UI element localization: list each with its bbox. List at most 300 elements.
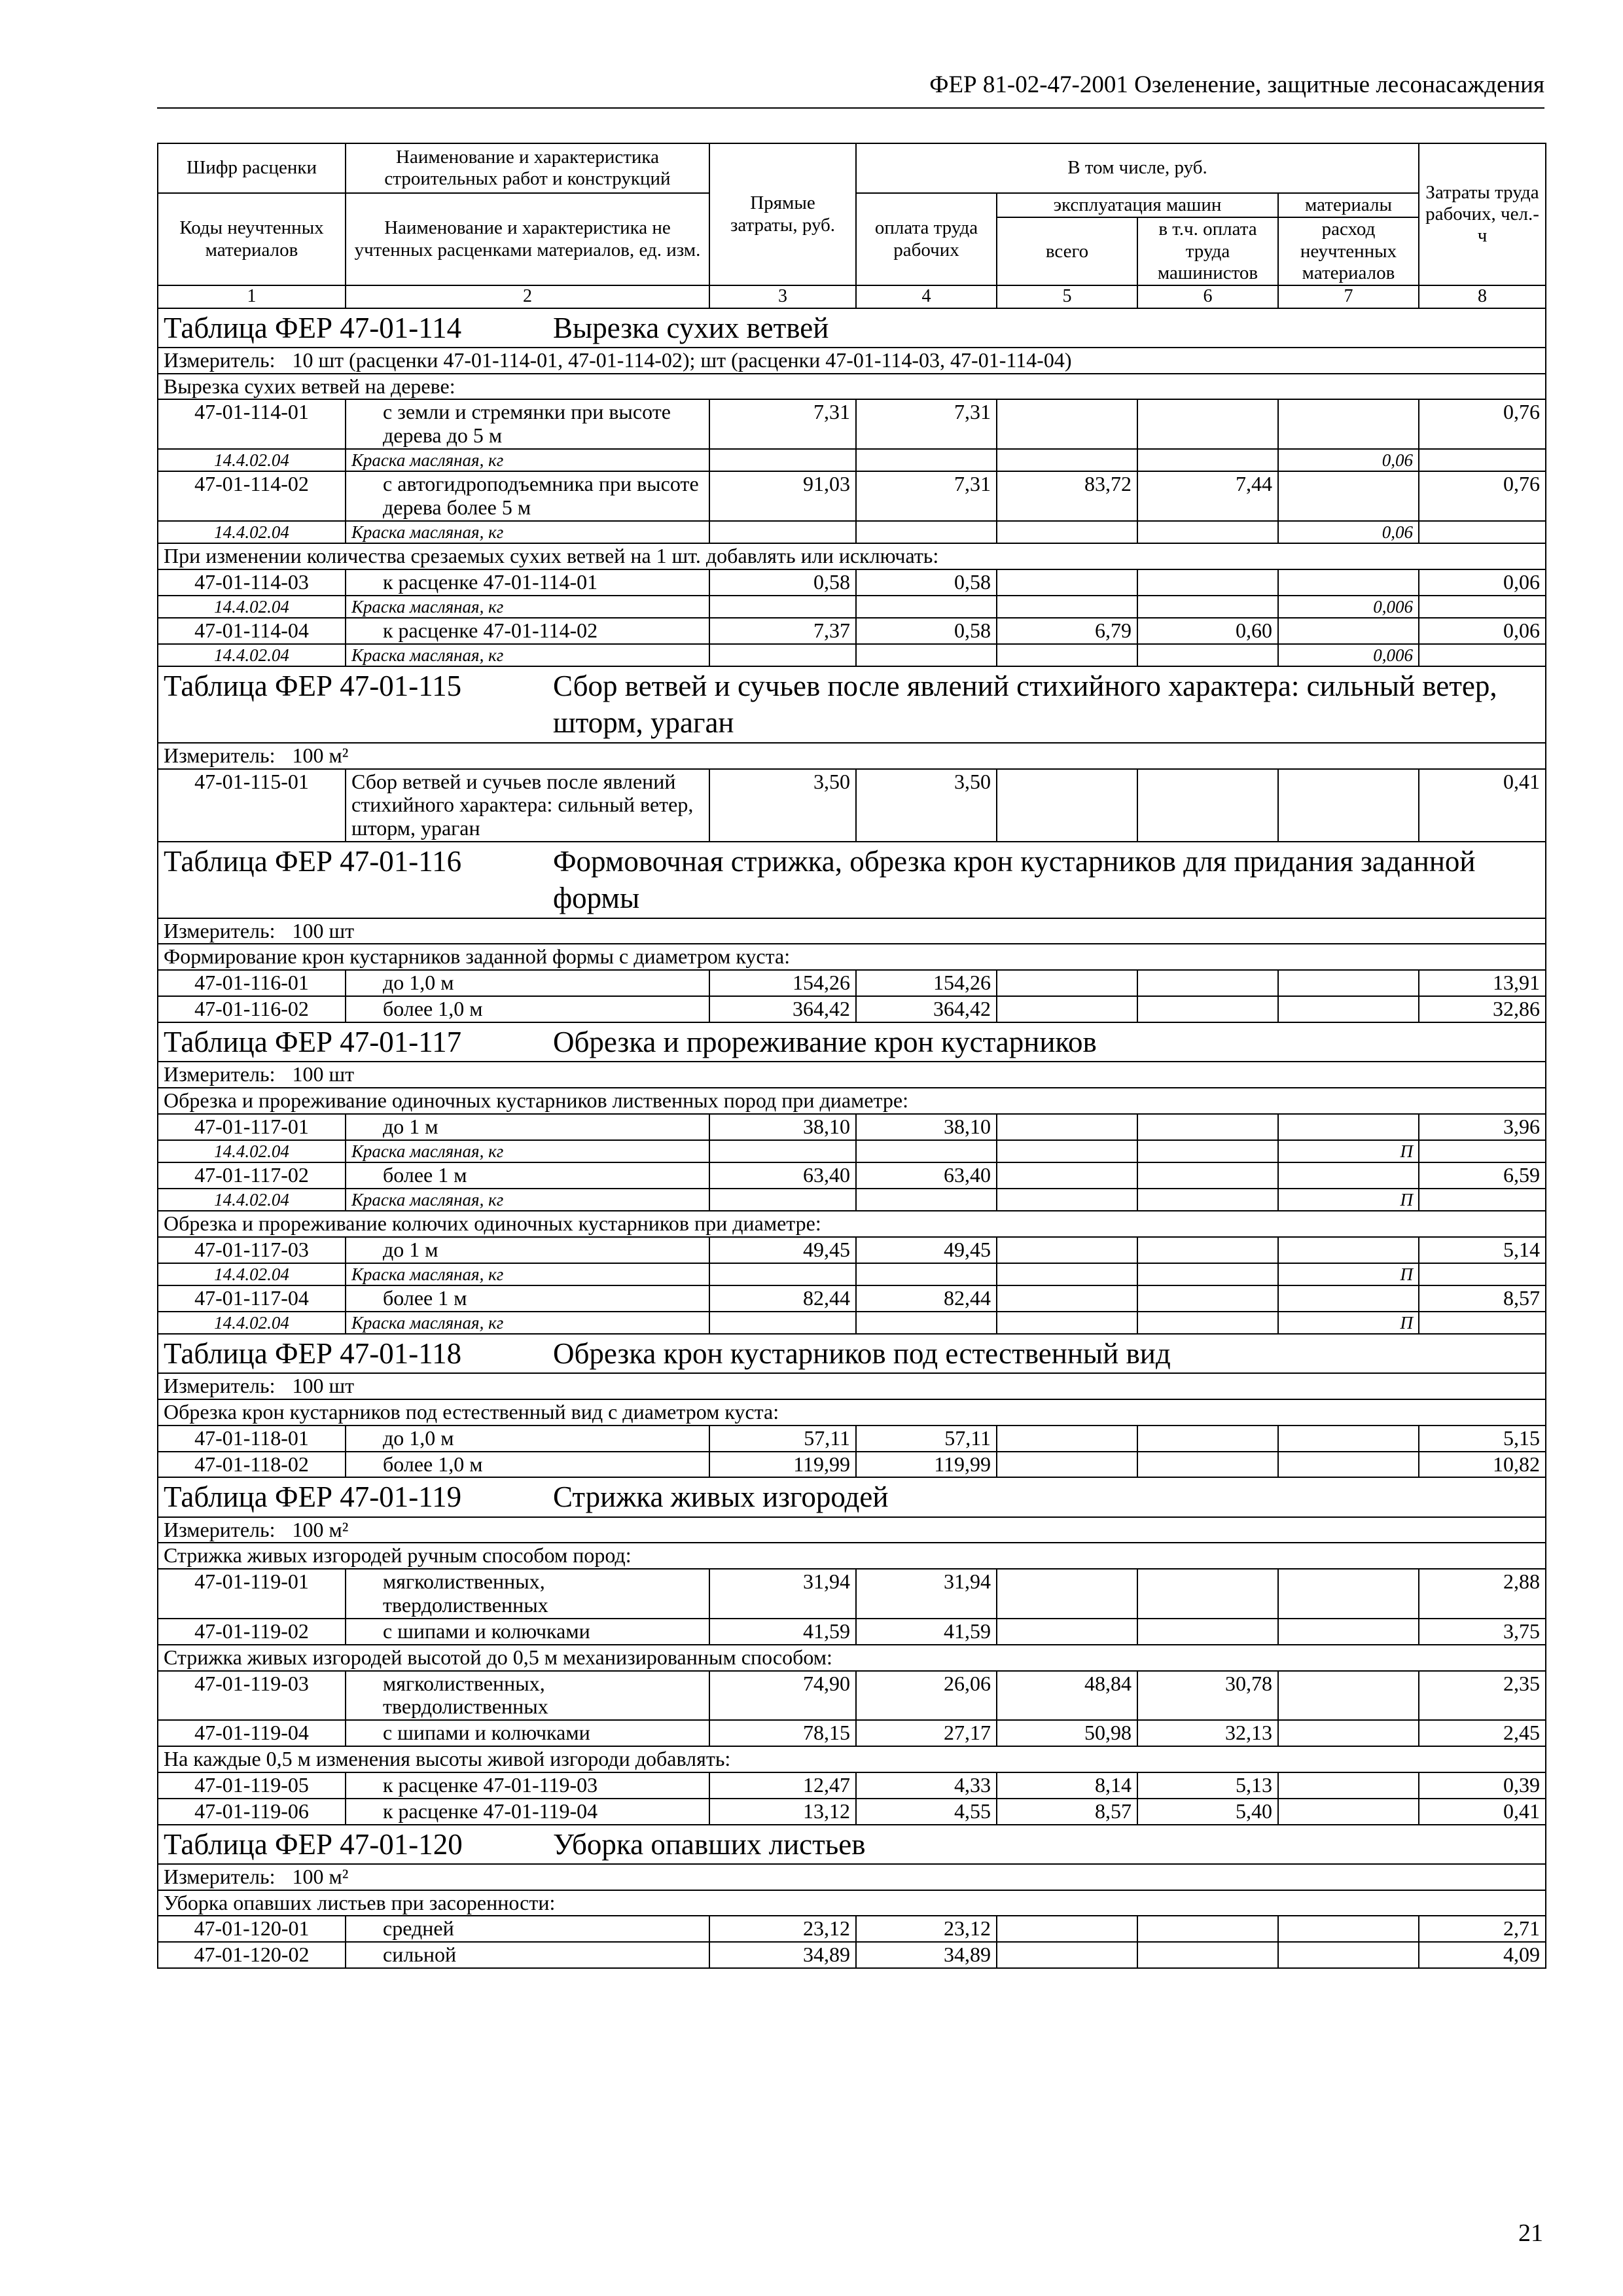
direct-costs: 154,26 — [709, 970, 856, 996]
measure-row — [158, 1373, 1546, 1399]
material-row — [158, 596, 1546, 618]
table-row — [158, 1285, 1546, 1312]
materials-cost — [1278, 996, 1419, 1022]
empty-cell — [997, 596, 1137, 618]
labor-hours: 13,91 — [1419, 970, 1546, 996]
materials-cost — [1278, 1285, 1419, 1312]
material-name: Краска масляная, кг — [346, 596, 709, 618]
group-title-row — [158, 1645, 1546, 1671]
rate-name: мягколиственных, твердолиственных — [346, 1569, 709, 1619]
labor-hours: 5,15 — [1419, 1426, 1546, 1452]
measure-value: 100 шт — [292, 1062, 355, 1086]
direct-costs: 34,89 — [709, 1942, 856, 1968]
empty-cell — [997, 1189, 1137, 1211]
machinists-pay — [1137, 1619, 1278, 1645]
empty-cell — [856, 1140, 997, 1162]
material-row — [158, 1140, 1546, 1162]
material-quantity: 0,006 — [1278, 644, 1419, 666]
table-row — [158, 769, 1546, 842]
labor-hours: 10,82 — [1419, 1452, 1546, 1478]
material-quantity: П — [1278, 1312, 1419, 1334]
empty-cell — [709, 449, 856, 471]
labor-hours: 0,41 — [1419, 769, 1546, 842]
measure-row — [158, 918, 1546, 944]
rate-name: с шипами и колючками — [346, 1619, 709, 1645]
labor-pay: 364,42 — [856, 996, 997, 1022]
measure-cell — [158, 1062, 1546, 1088]
material-code: 14.4.02.04 — [158, 521, 346, 543]
materials-cost — [1278, 1772, 1419, 1799]
direct-costs: 13,12 — [709, 1799, 856, 1825]
machinists-pay — [1137, 1285, 1278, 1312]
empty-cell — [856, 1312, 997, 1334]
rate-code: 47-01-118-02 — [158, 1452, 346, 1478]
group-title: Стрижка живых изгородей ручным способом пород: — [158, 1543, 1546, 1569]
machines-total — [997, 1237, 1137, 1263]
machinists-pay: 0,60 — [1137, 618, 1278, 644]
direct-costs: 49,45 — [709, 1237, 856, 1263]
machinists-pay — [1137, 1426, 1278, 1452]
measure-row — [158, 1062, 1546, 1088]
machines-total — [997, 1426, 1137, 1452]
labor-hours: 2,88 — [1419, 1569, 1546, 1619]
table-number: Таблица ФЕР 47-01-120 — [164, 1827, 463, 1861]
table-title — [158, 1334, 1546, 1373]
table-header — [158, 143, 1546, 308]
table-row — [158, 618, 1546, 644]
machinists-pay: 7,44 — [1137, 471, 1278, 521]
measure-label: Измеритель: — [164, 348, 276, 372]
labor-hours: 2,35 — [1419, 1671, 1546, 1721]
rate-code: 47-01-117-04 — [158, 1285, 346, 1312]
materials-cost — [1278, 569, 1419, 596]
machinists-pay: 5,40 — [1137, 1799, 1278, 1825]
table-number: Таблица ФЕР 47-01-116 — [164, 845, 462, 878]
empty-cell — [997, 1312, 1137, 1334]
direct-costs: 74,90 — [709, 1671, 856, 1721]
machinists-pay — [1137, 1569, 1278, 1619]
page-number: 21 — [1518, 2219, 1543, 2247]
table-name: Уборка опавших листьев — [553, 1827, 866, 1861]
empty-cell — [709, 1189, 856, 1211]
rate-code: 47-01-119-06 — [158, 1799, 346, 1825]
direct-costs: 31,94 — [709, 1569, 856, 1619]
column-number: 8 — [1419, 285, 1546, 308]
machinists-pay: 5,13 — [1137, 1772, 1278, 1799]
header-material-codes: Коды неучтенных материалов — [158, 193, 346, 285]
machinists-pay — [1137, 996, 1278, 1022]
measure-row — [158, 743, 1546, 769]
labor-hours: 0,39 — [1419, 1772, 1546, 1799]
table-title — [158, 666, 1546, 743]
group-title: На каждые 0,5 м изменения высоты живой изгороди добавлять: — [158, 1746, 1546, 1772]
table-name: Формовочная стрижка, обрезка крон кустарников для придания заданной формы — [553, 845, 1476, 915]
empty-cell — [856, 596, 997, 618]
labor-pay: 4,33 — [856, 1772, 997, 1799]
table-row — [158, 399, 1546, 449]
table-row — [158, 996, 1546, 1022]
machines-total — [997, 1619, 1137, 1645]
table-number: Таблица ФЕР 47-01-119 — [164, 1480, 462, 1514]
materials-cost — [1278, 399, 1419, 449]
material-quantity: П — [1278, 1140, 1419, 1162]
machinists-pay: 32,13 — [1137, 1720, 1278, 1746]
column-numbers-row — [158, 285, 1546, 308]
direct-costs: 78,15 — [709, 1720, 856, 1746]
empty-cell — [997, 1140, 1137, 1162]
group-title-row — [158, 1890, 1546, 1916]
group-title-row — [158, 1543, 1546, 1569]
labor-hours: 2,71 — [1419, 1916, 1546, 1942]
empty-cell — [1137, 449, 1278, 471]
machinists-pay — [1137, 769, 1278, 842]
rate-name: до 1 м — [346, 1237, 709, 1263]
rate-code: 47-01-115-01 — [158, 769, 346, 842]
direct-costs: 364,42 — [709, 996, 856, 1022]
table-title — [158, 308, 1546, 348]
group-title: При изменении количества срезаемых сухих ветвей на 1 шт. добавлять или исключать: — [158, 543, 1546, 569]
empty-cell — [709, 644, 856, 666]
machines-total — [997, 769, 1137, 842]
material-name: Краска масляная, кг — [346, 1263, 709, 1285]
empty-cell — [709, 596, 856, 618]
direct-costs: 12,47 — [709, 1772, 856, 1799]
rate-code: 47-01-120-01 — [158, 1916, 346, 1942]
rate-name: до 1,0 м — [346, 970, 709, 996]
table-row — [158, 1619, 1546, 1645]
rate-code: 47-01-119-02 — [158, 1619, 346, 1645]
rate-name: Сбор ветвей и сучьев после явлений стихийного характера: сильный ветер, шторм, ураган — [346, 769, 709, 842]
machines-total — [997, 1162, 1137, 1189]
materials-cost — [1278, 1569, 1419, 1619]
materials-cost — [1278, 1114, 1419, 1140]
empty-cell — [856, 644, 997, 666]
table-title — [158, 842, 1546, 918]
labor-hours: 2,45 — [1419, 1720, 1546, 1746]
table-row — [158, 1237, 1546, 1263]
materials-cost — [1278, 618, 1419, 644]
labor-pay: 119,99 — [856, 1452, 997, 1478]
materials-cost — [1278, 1426, 1419, 1452]
rate-name: до 1,0 м — [346, 1426, 709, 1452]
direct-costs: 82,44 — [709, 1285, 856, 1312]
table-number: Таблица ФЕР 47-01-117 — [164, 1025, 462, 1058]
machines-total: 83,72 — [997, 471, 1137, 521]
measure-label: Измеритель: — [164, 1517, 276, 1541]
material-row — [158, 521, 1546, 543]
direct-costs: 3,50 — [709, 769, 856, 842]
machinists-pay — [1137, 1942, 1278, 1968]
header-materials-usage: расход неучтенных материалов — [1278, 217, 1419, 285]
material-name: Краска масляная, кг — [346, 1189, 709, 1211]
labor-hours: 0,76 — [1419, 471, 1546, 521]
table-name: Обрезка и прореживание крон кустарников — [553, 1025, 1097, 1058]
header-labor-pay: оплата труда рабочих — [856, 193, 997, 285]
labor-pay: 0,58 — [856, 569, 997, 596]
table-row — [158, 970, 1546, 996]
materials-cost — [1278, 769, 1419, 842]
labor-hours: 4,09 — [1419, 1942, 1546, 1968]
materials-cost — [1278, 471, 1419, 521]
rate-code: 47-01-117-01 — [158, 1114, 346, 1140]
machines-total: 8,14 — [997, 1772, 1137, 1799]
rate-name: более 1 м — [346, 1285, 709, 1312]
measure-cell — [158, 1864, 1546, 1890]
machines-total — [997, 569, 1137, 596]
rate-code: 47-01-116-02 — [158, 996, 346, 1022]
material-code: 14.4.02.04 — [158, 596, 346, 618]
empty-cell — [1419, 596, 1546, 618]
rate-name: мягколиственных, твердолиственных — [346, 1671, 709, 1721]
table-name: Вырезка сухих ветвей — [553, 311, 829, 344]
material-row — [158, 644, 1546, 666]
labor-pay: 31,94 — [856, 1569, 997, 1619]
rate-code: 47-01-120-02 — [158, 1942, 346, 1968]
labor-pay: 0,58 — [856, 618, 997, 644]
rate-name: сильной — [346, 1942, 709, 1968]
rate-code: 47-01-119-04 — [158, 1720, 346, 1746]
table-title-row — [158, 666, 1546, 743]
materials-cost — [1278, 1619, 1419, 1645]
rate-code: 47-01-119-01 — [158, 1569, 346, 1619]
group-title: Стрижка живых изгородей высотой до 0,5 м механизированным способом: — [158, 1645, 1546, 1671]
table-name: Сбор ветвей и сучьев после явлений стихийного характера: сильный ветер, шторм, ураган — [553, 670, 1497, 740]
material-code: 14.4.02.04 — [158, 644, 346, 666]
group-title-row — [158, 944, 1546, 970]
column-number: 6 — [1137, 285, 1278, 308]
machines-total — [997, 1942, 1137, 1968]
machinists-pay — [1137, 1237, 1278, 1263]
material-code: 14.4.02.04 — [158, 449, 346, 471]
materials-cost — [1278, 1720, 1419, 1746]
material-quantity: П — [1278, 1189, 1419, 1211]
empty-cell — [1137, 1140, 1278, 1162]
header-rule — [157, 107, 1544, 109]
materials-cost — [1278, 1237, 1419, 1263]
empty-cell — [856, 1189, 997, 1211]
table-number: Таблица ФЕР 47-01-118 — [164, 1336, 462, 1370]
labor-hours: 0,76 — [1419, 399, 1546, 449]
group-title-row — [158, 543, 1546, 569]
table-row — [158, 1942, 1546, 1968]
measure-row — [158, 1517, 1546, 1543]
column-number: 4 — [856, 285, 997, 308]
rate-code: 47-01-114-02 — [158, 471, 346, 521]
machines-total: 48,84 — [997, 1671, 1137, 1721]
labor-hours: 5,14 — [1419, 1237, 1546, 1263]
materials-cost — [1278, 970, 1419, 996]
material-name: Краска масляная, кг — [346, 449, 709, 471]
empty-cell — [856, 449, 997, 471]
table-title-row — [158, 1477, 1546, 1516]
group-title: Формирование крон кустарников заданной формы с диаметром куста: — [158, 944, 1546, 970]
machines-total — [997, 1114, 1137, 1140]
material-row — [158, 449, 1546, 471]
header-code: Шифр расценки — [158, 143, 346, 193]
group-title-row — [158, 1746, 1546, 1772]
header-materials: материалы — [1278, 193, 1419, 217]
table-row — [158, 1114, 1546, 1140]
labor-pay: 82,44 — [856, 1285, 997, 1312]
rate-name: с автогидроподъемника при высоте дерева более 5 м — [346, 471, 709, 521]
materials-cost — [1278, 1916, 1419, 1942]
material-name: Краска масляная, кг — [346, 521, 709, 543]
direct-costs: 38,10 — [709, 1114, 856, 1140]
group-title-row — [158, 1399, 1546, 1426]
labor-pay: 3,50 — [856, 769, 997, 842]
labor-pay: 7,31 — [856, 471, 997, 521]
machinists-pay — [1137, 1114, 1278, 1140]
measure-cell — [158, 1373, 1546, 1399]
rate-code: 47-01-119-03 — [158, 1671, 346, 1721]
empty-cell — [1137, 644, 1278, 666]
rate-name: более 1,0 м — [346, 1452, 709, 1478]
group-title: Обрезка крон кустарников под естественный вид с диаметром куста: — [158, 1399, 1546, 1426]
labor-hours: 6,59 — [1419, 1162, 1546, 1189]
column-number: 2 — [346, 285, 709, 308]
table-name: Стрижка живых изгородей — [553, 1480, 889, 1514]
material-quantity: П — [1278, 1263, 1419, 1285]
machinists-pay: 30,78 — [1137, 1671, 1278, 1721]
labor-pay: 57,11 — [856, 1426, 997, 1452]
group-title: Вырезка сухих ветвей на дереве: — [158, 374, 1546, 400]
table-number: Таблица ФЕР 47-01-114 — [164, 311, 462, 344]
table-body — [158, 308, 1546, 1969]
rate-name: с шипами и колючками — [346, 1720, 709, 1746]
table-row — [158, 1799, 1546, 1825]
measure-value: 100 м² — [292, 1517, 349, 1541]
measure-value: 100 м² — [292, 743, 349, 767]
measure-label: Измеритель: — [164, 743, 276, 767]
rate-code: 47-01-118-01 — [158, 1426, 346, 1452]
labor-pay: 26,06 — [856, 1671, 997, 1721]
measure-row — [158, 1864, 1546, 1890]
rate-name: к расценке 47-01-114-01 — [346, 569, 709, 596]
table-row — [158, 1569, 1546, 1619]
table-title — [158, 1825, 1546, 1864]
rates-table — [157, 143, 1546, 1969]
machinists-pay — [1137, 1162, 1278, 1189]
labor-hours: 0,06 — [1419, 618, 1546, 644]
header-material-names: Наименование и характеристика не учтенных расценками материалов, ед. изм. — [346, 193, 709, 285]
table-title-row — [158, 308, 1546, 348]
rate-name: до 1 м — [346, 1114, 709, 1140]
empty-cell — [1419, 1312, 1546, 1334]
empty-cell — [709, 521, 856, 543]
machines-total: 8,57 — [997, 1799, 1137, 1825]
machines-total — [997, 996, 1137, 1022]
empty-cell — [1419, 1263, 1546, 1285]
header-direct-costs: Прямые затраты, руб. — [709, 143, 856, 285]
header-including: В том числе, руб. — [856, 143, 1419, 193]
machines-total — [997, 1569, 1137, 1619]
labor-pay: 38,10 — [856, 1114, 997, 1140]
table-row — [158, 1772, 1546, 1799]
empty-cell — [856, 521, 997, 543]
table-row — [158, 1720, 1546, 1746]
labor-hours: 0,41 — [1419, 1799, 1546, 1825]
empty-cell — [1419, 644, 1546, 666]
labor-pay: 23,12 — [856, 1916, 997, 1942]
material-quantity: 0,06 — [1278, 449, 1419, 471]
empty-cell — [1137, 1312, 1278, 1334]
machinists-pay — [1137, 569, 1278, 596]
direct-costs: 23,12 — [709, 1916, 856, 1942]
table-row — [158, 1162, 1546, 1189]
measure-label: Измеритель: — [164, 1864, 276, 1888]
material-quantity: 0,006 — [1278, 596, 1419, 618]
measure-cell — [158, 1517, 1546, 1543]
empty-cell — [1137, 521, 1278, 543]
header-name: Наименование и характеристика строительных работ и конструкций — [346, 143, 709, 193]
table-title-row — [158, 1022, 1546, 1062]
rate-name: более 1 м — [346, 1162, 709, 1189]
measure-cell — [158, 918, 1546, 944]
rate-code: 47-01-114-01 — [158, 399, 346, 449]
rate-code: 47-01-116-01 — [158, 970, 346, 996]
machines-total — [997, 970, 1137, 996]
machines-total: 6,79 — [997, 618, 1137, 644]
machines-total — [997, 1285, 1137, 1312]
labor-hours: 8,57 — [1419, 1285, 1546, 1312]
group-title-row — [158, 374, 1546, 400]
header-labor-costs: Затраты труда рабочих, чел.-ч — [1419, 143, 1546, 285]
table-row — [158, 569, 1546, 596]
rate-name: к расценке 47-01-119-04 — [346, 1799, 709, 1825]
direct-costs: 119,99 — [709, 1452, 856, 1478]
rate-name: с земли и стремянки при высоте дерева до 5 м — [346, 399, 709, 449]
table-title-row — [158, 1334, 1546, 1373]
group-title-row — [158, 1211, 1546, 1237]
material-name: Краска масляная, кг — [346, 1140, 709, 1162]
machines-total — [997, 1916, 1137, 1942]
machinists-pay — [1137, 1916, 1278, 1942]
table-title-row — [158, 1825, 1546, 1864]
empty-cell — [1137, 596, 1278, 618]
materials-cost — [1278, 1452, 1419, 1478]
machines-total — [997, 399, 1137, 449]
material-code: 14.4.02.04 — [158, 1189, 346, 1211]
direct-costs: 41,59 — [709, 1619, 856, 1645]
group-title: Обрезка и прореживание одиночных кустарников лиственных пород при диаметре: — [158, 1088, 1546, 1114]
header-machinists-pay: в т.ч. оплата труда машинистов — [1137, 217, 1278, 285]
empty-cell — [997, 1263, 1137, 1285]
rate-code: 47-01-117-03 — [158, 1237, 346, 1263]
rate-name: более 1,0 м — [346, 996, 709, 1022]
machinists-pay — [1137, 399, 1278, 449]
measure-label: Измеритель: — [164, 918, 276, 942]
measure-value: 100 шт — [292, 1374, 355, 1398]
labor-hours: 32,86 — [1419, 996, 1546, 1022]
group-title: Обрезка и прореживание колючих одиночных кустарников при диаметре: — [158, 1211, 1546, 1237]
material-name: Краска масляная, кг — [346, 644, 709, 666]
material-code: 14.4.02.04 — [158, 1263, 346, 1285]
empty-cell — [1137, 1189, 1278, 1211]
material-code: 14.4.02.04 — [158, 1140, 346, 1162]
empty-cell — [1137, 1263, 1278, 1285]
measure-cell — [158, 743, 1546, 769]
empty-cell — [709, 1263, 856, 1285]
material-row — [158, 1312, 1546, 1334]
measure-row — [158, 348, 1546, 374]
material-code: 14.4.02.04 — [158, 1312, 346, 1334]
document-header-title: ФЕР 81-02-47-2001 Озеленение, защитные лесонасаждения — [929, 71, 1544, 98]
material-quantity: 0,06 — [1278, 521, 1419, 543]
table-row — [158, 1916, 1546, 1942]
direct-costs: 7,37 — [709, 618, 856, 644]
direct-costs: 0,58 — [709, 569, 856, 596]
table-row — [158, 1671, 1546, 1721]
